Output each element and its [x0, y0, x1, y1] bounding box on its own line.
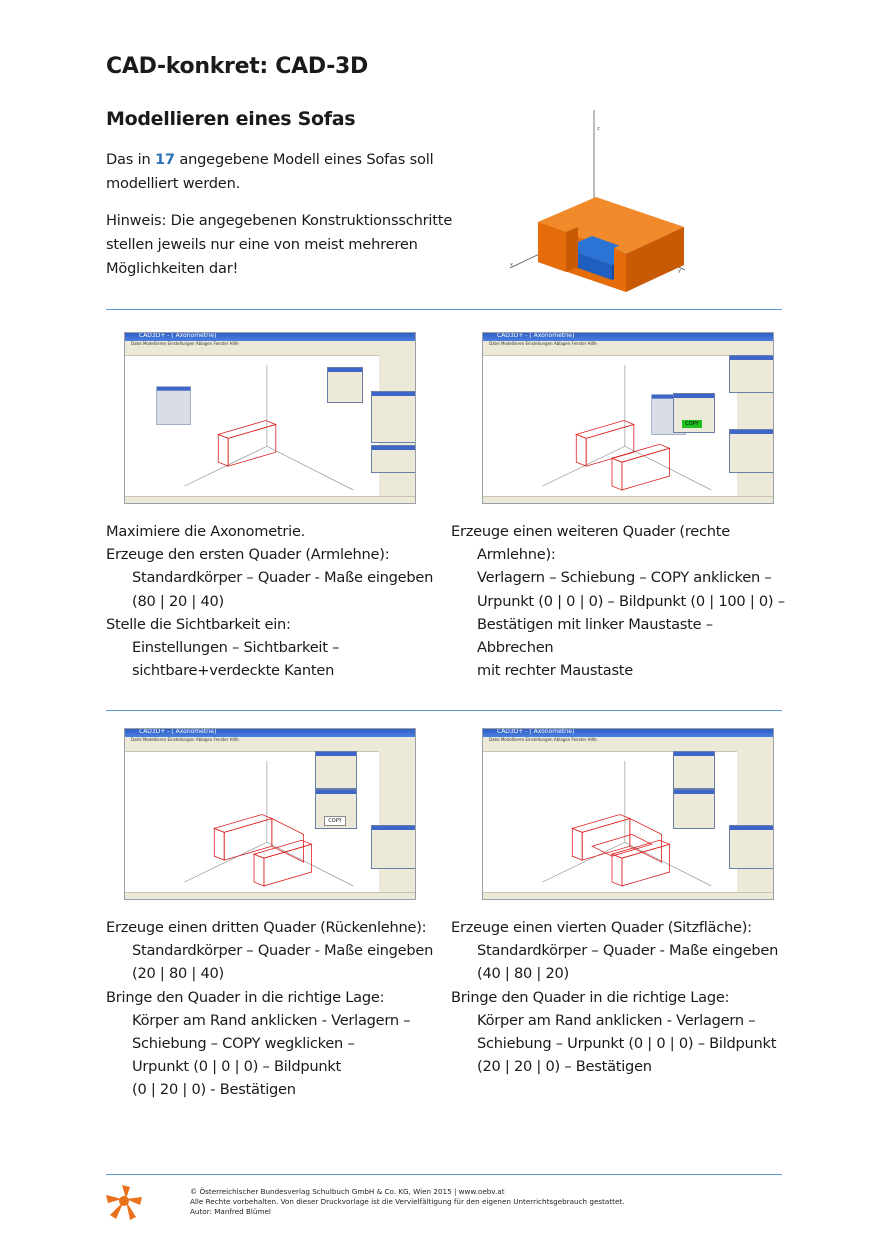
tool-palette	[673, 751, 715, 789]
cad-screenshot-step-2	[482, 332, 774, 504]
step-line: Erzeuge den ersten Quader (Armlehne):	[106, 546, 390, 564]
status-bar	[125, 496, 415, 503]
step-line: Stelle die Sichtbarkeit ein:	[106, 615, 291, 633]
status-bar	[483, 892, 773, 899]
tool-palette	[729, 355, 774, 393]
window-title: CAD3D+ - [ Axonometrie]	[497, 728, 575, 735]
cad-screenshot-step-4	[482, 728, 774, 900]
cad-screenshot-step-3	[124, 728, 416, 900]
window-titlebar	[483, 333, 773, 341]
step-line: Bringe den Quader in die richtige Lage:	[106, 988, 385, 1006]
step-2-instructions	[451, 520, 791, 682]
sofa-frame	[214, 815, 311, 886]
cad-screenshot-step-1	[124, 332, 416, 504]
footer-text	[190, 1187, 625, 1217]
settings-palette	[729, 429, 774, 473]
footer-divider	[106, 1174, 782, 1175]
menu-bar: Datei Modellieren Einstellungen Ablagen Fenster Hilfe	[125, 341, 415, 347]
step-line: Verlagern – Schiebung – COPY anklicken –	[477, 569, 772, 587]
step-line: (20 | 20 | 0) – Bestätigen	[477, 1058, 652, 1076]
section-divider	[106, 309, 782, 310]
modify-palette	[371, 391, 416, 443]
settings-palette	[729, 825, 774, 869]
menu-bar: Datei Modellieren Einstellungen Ablagen Fenster Hilfe	[483, 737, 773, 743]
armrest-box	[218, 420, 276, 466]
intro-text-after: angegebene Modell eines Sofas soll modelliert werden.	[106, 151, 434, 192]
step-line: Urpunkt (0 | 0 | 0) – Bildpunkt (0 | 100 | 0) –	[477, 592, 785, 610]
step-line: Armlehne):	[477, 546, 556, 564]
document-title: CAD-konkret: CAD-3D	[106, 54, 369, 79]
step-line: Erzeuge einen dritten Quader (Rückenlehne):	[106, 919, 427, 936]
copy-palette	[673, 393, 715, 433]
dimension-dialog	[157, 387, 191, 425]
step-1-instructions	[106, 520, 446, 682]
step-line: Maximiere die Axonometrie.	[106, 523, 306, 540]
section-divider	[106, 710, 782, 711]
sofa-frame-complete	[572, 815, 669, 886]
step-line: (20 | 80 | 40)	[132, 965, 224, 983]
menu-bar: Datei Modellieren Einstellungen Ablagen Fenster Hilfe	[125, 737, 415, 743]
figure-reference: 17	[154, 151, 175, 168]
step-line: (40 | 80 | 20)	[477, 965, 569, 983]
step-line: Körper am Rand anklicken - Verlagern –	[132, 1011, 411, 1029]
window-titlebar	[483, 729, 773, 737]
settings-palette	[371, 445, 416, 473]
side-panel	[737, 751, 773, 893]
step-line: Standardkörper – Quader - Maße eingeben	[132, 569, 434, 587]
copy-toggle: COPY	[682, 420, 702, 428]
step-3-instructions	[106, 916, 446, 1102]
window-title: CAD3D+ - [ Axonometrie]	[139, 728, 217, 735]
step-4-instructions	[451, 916, 791, 1078]
window-title: CAD3D+ - [ Axonometrie]	[139, 332, 217, 339]
y-axis-label: y	[678, 268, 681, 274]
copy-palette	[315, 789, 357, 829]
step-line: Erzeuge einen weiteren Quader (rechte	[451, 523, 730, 540]
step-line: (80 | 20 | 40)	[132, 592, 224, 610]
window-titlebar	[125, 729, 415, 737]
footer-rights: Alle Rechte vorbehalten. Von dieser Druckvorlage ist die Vervielfältigung für den eigenen Unterrichtsgebrauch gestattet.	[190, 1197, 625, 1206]
armrest-box-right	[612, 444, 670, 490]
menu-bar: Datei Modellieren Einstellungen Ablagen Fenster Hilfe	[483, 341, 773, 347]
settings-palette	[371, 825, 416, 869]
step-line: Standardkörper – Quader - Maße eingeben	[477, 942, 779, 960]
footer-author: Autor: Manfred Blümel	[190, 1207, 271, 1216]
step-line: Standardkörper – Quader - Maße eingeben	[132, 942, 434, 960]
step-line: Urpunkt (0 | 0 | 0) – Bildpunkt	[132, 1058, 342, 1076]
section-heading: Modellieren eines Sofas	[106, 108, 356, 130]
hint-paragraph: Hinweis: Die angegebenen Konstruktionsschritte stellen jeweils nur eine von meist mehreren Möglichkeiten dar!	[106, 212, 453, 277]
status-bar	[483, 496, 773, 503]
step-line: Einstellungen – Sichtbarkeit –	[132, 639, 340, 657]
window-titlebar	[125, 333, 415, 341]
intro-text-before: Das in	[106, 151, 155, 168]
step-line: Erzeuge einen vierten Quader (Sitzfläche):	[451, 919, 752, 936]
footer-copyright: © Österreichischer Bundesverlag Schulbuch GmbH & Co. KG, Wien 2015 | www.oebv.at	[190, 1187, 505, 1196]
copy-toggle: COPY	[324, 816, 346, 826]
step-line: Schiebung – Urpunkt (0 | 0 | 0) – Bildpunkt	[477, 1035, 777, 1053]
window-title: CAD3D+ - [ Axonometrie]	[497, 332, 575, 339]
x-axis-label: x	[510, 262, 513, 268]
status-bar	[125, 892, 415, 899]
tool-palette	[327, 367, 363, 403]
side-panel	[379, 751, 415, 893]
step-line: Körper am Rand anklicken - Verlagern –	[477, 1011, 756, 1029]
step-line: (0 | 20 | 0) - Bestätigen	[132, 1081, 296, 1099]
step-line: mit rechter Maustaste	[477, 662, 634, 680]
sofa-model-illustration	[500, 108, 710, 293]
intro-paragraph	[106, 148, 476, 196]
sofa-left-armrest	[538, 217, 578, 272]
step-line: Bestätigen mit linker Maustaste – Abbrechen	[477, 615, 713, 657]
tool-palette	[315, 751, 357, 789]
step-line: Bringe den Quader in die richtige Lage:	[451, 988, 730, 1006]
step-line: Schiebung – COPY wegklicken –	[132, 1035, 355, 1053]
modify-palette	[673, 789, 715, 829]
oebv-logo	[104, 1183, 144, 1223]
armrest-box-left	[576, 420, 634, 466]
step-line: sichtbare+verdeckte Kanten	[132, 662, 335, 680]
z-axis-label: z	[597, 126, 600, 132]
